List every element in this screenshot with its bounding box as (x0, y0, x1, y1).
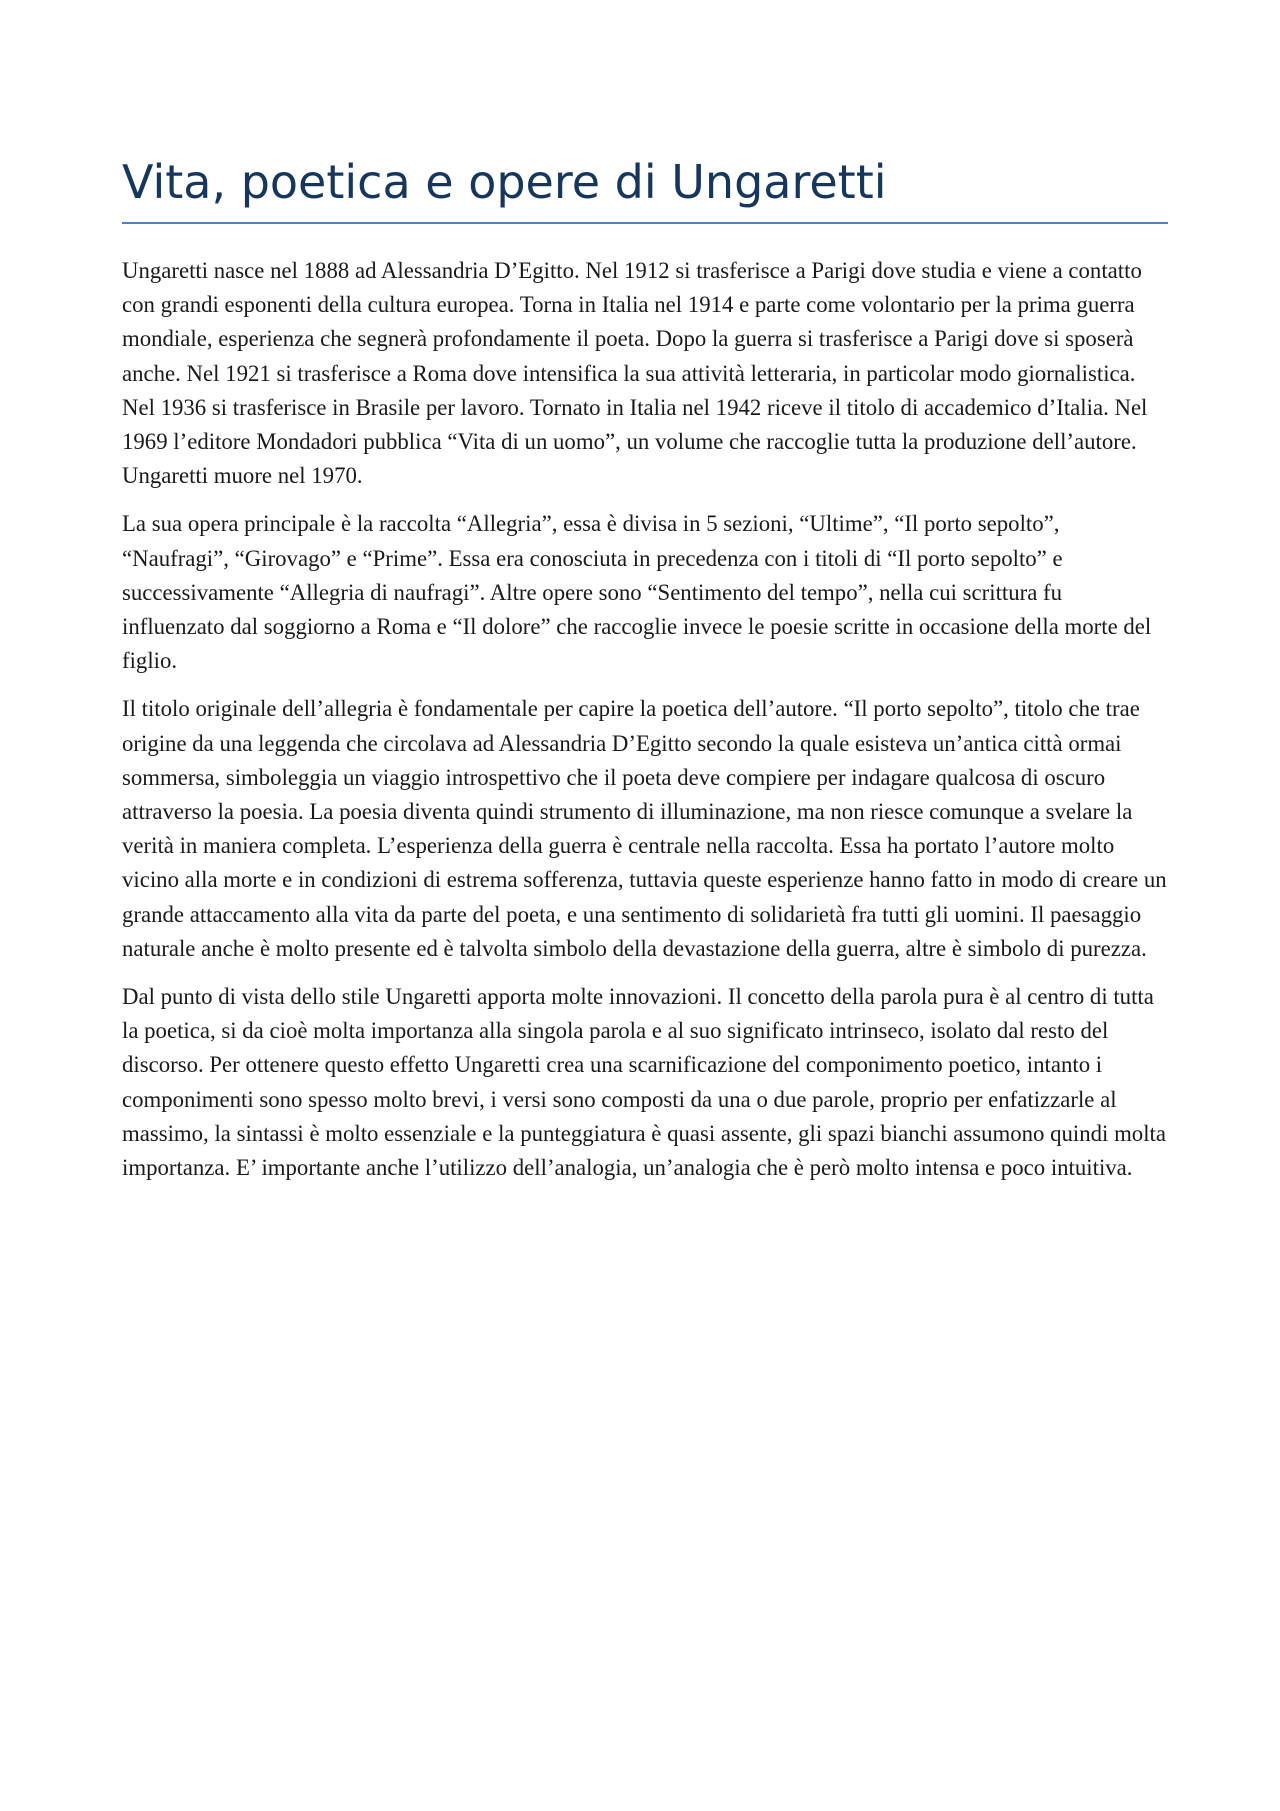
paragraph-poetics: Il titolo originale dell’allegria è fondamentale per capire la poetica dell’autore. “Il porto sepolto”, titolo che trae origine da una leggenda che circolava ad Alessandria D’Egitto secondo la quale esisteva un’antica città ormai sommersa, simboleggia un viaggio introspettivo che il poeta deve compiere per indagare qualcosa di oscuro attraverso la poesia. La poesia diventa quindi strumento di illuminazione, ma non riesce comunque a svelare la verità in maniera completa. L’esperienza della guerra è centrale nella raccolta. Essa ha portato l’autore molto vicino alla morte e in condizioni di estrema sofferenza, tuttavia queste esperienze hanno fatto in modo di creare un grande attaccamento alla vita da parte del poeta, e una sentimento di solidarietà fra tutti gli uomini. Il paesaggio naturale anche è molto presente ed è talvolta simbolo della devastazione della guerra, altre è simbolo di purezza. (122, 696, 1167, 961)
document-content (122, 150, 1168, 1199)
paragraph-style: Dal punto di vista dello stile Ungaretti apporta molte innovazioni. Il concetto della parola pura è al centro di tutta la poetica, si da cioè molta importanza alla singola parola e al suo significato intrinseco, isolato dal resto del discorso. Per ottenere questo effetto Ungaretti crea una scarnificazione del componimento poetico, intanto i componimenti sono spesso molto brevi, i versi sono composti da una o due parole, proprio per enfatizzarle al massimo, la sintassi è molto essenziale e la punteggiatura è quasi assente, gli spazi bianchi assumono quindi molta importanza. E’ importante anche l’utilizzo dell’analogia, un’analogia che è però molto intensa e poco intuitiva. (122, 984, 1166, 1181)
page-title: Vita, poetica e opere di Ungaretti (122, 155, 887, 209)
paragraph-biography: Ungaretti nasce nel 1888 ad Alessandria D’Egitto. Nel 1912 si trasferisce a Parigi dove studia e viene a contatto con grandi esponenti della cultura europea. Torna in Italia nel 1914 e parte come volontario per la prima guerra mondiale, esperienza che segnerà profondamente il poeta. Dopo la guerra si trasferisce a Parigi dove si sposerà anche. Nel 1921 si trasferisce a Roma dove intensifica la sua attività letteraria, in particolar modo giornalistica. Nel 1936 si trasferisce in Brasile per lavoro. Tornato in Italia nel 1942 riceve il titolo di accademico d’Italia. Nel 1969 l’editore Mondadori pubblica “Vita di un uomo”, un volume che raccoglie tutta la produzione dell’autore. Ungaretti muore nel 1970. (122, 258, 1148, 489)
paragraph-works: La sua opera principale è la raccolta “Allegria”, essa è divisa in 5 sezioni, “Ultime”, “Il porto sepolto”, “Naufragi”, “Girovago” e “Prime”. Essa era conosciuta in precedenza con i titoli di “Il porto sepolto” e successivamente “Allegria di naufragi”. Altre opere sono “Sentimento del tempo”, nella cui scrittura fu influenzato dal soggiorno a Roma e “Il dolore” che raccoglie invece le poesie scritte in occasione della morte del figlio. (122, 511, 1152, 674)
title-divider (122, 222, 1168, 224)
document-body (122, 254, 1168, 1185)
